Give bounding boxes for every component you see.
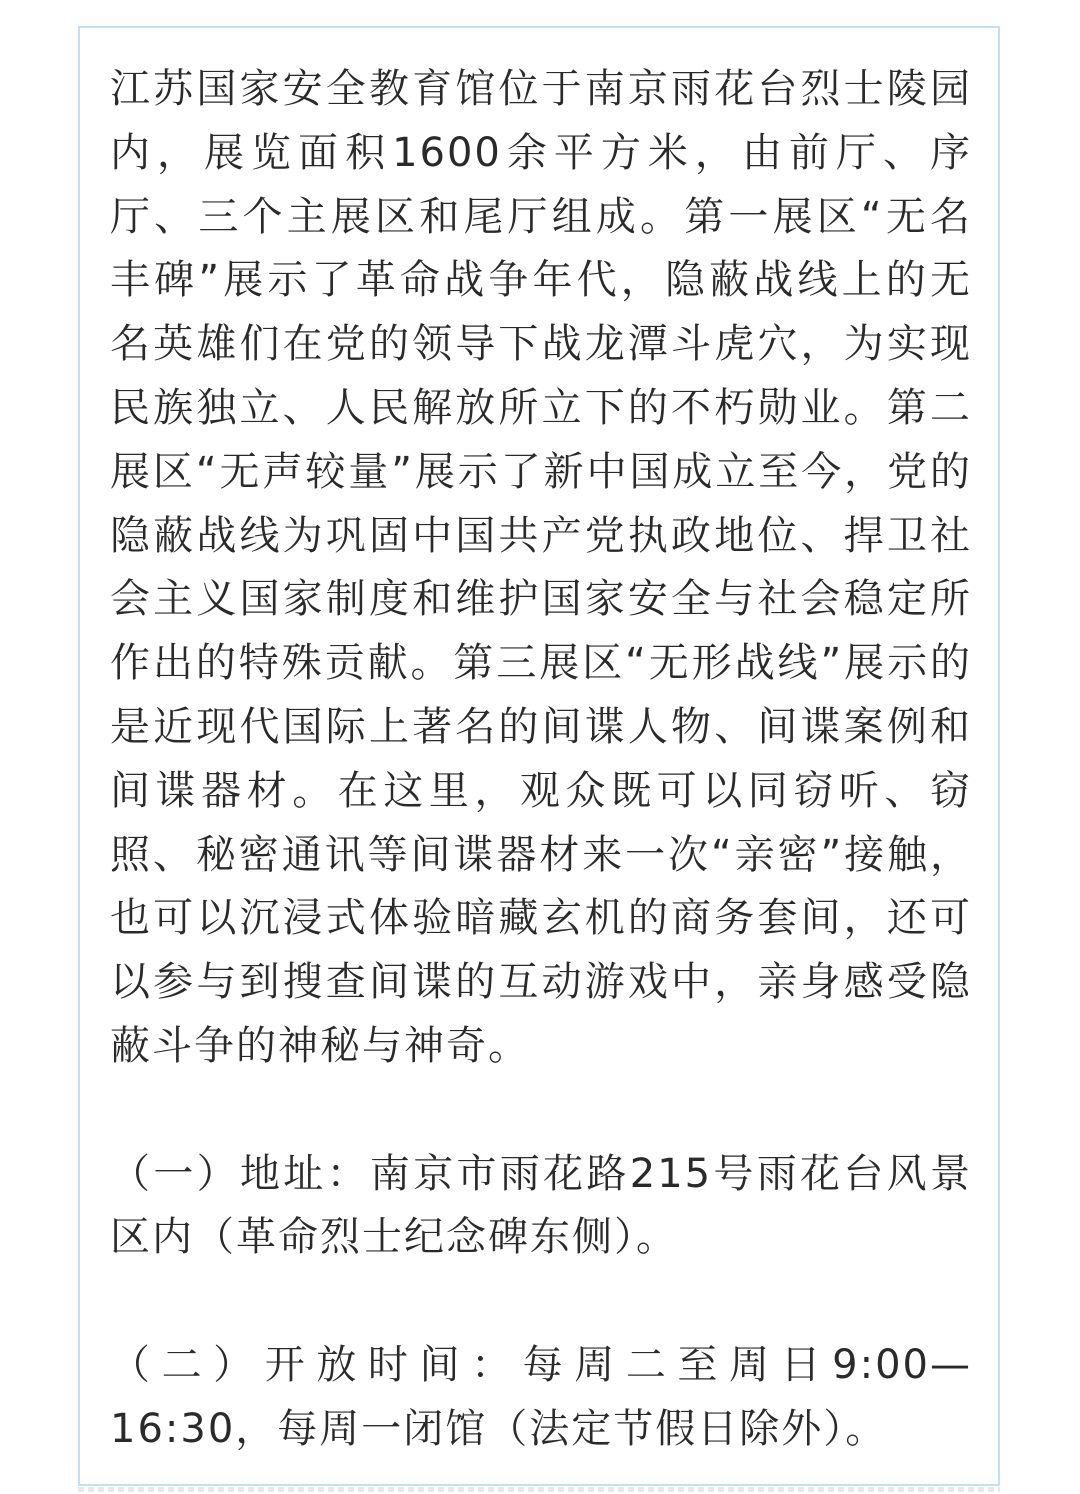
article-card [78,26,1000,1486]
article-body [110,58,972,1462]
paragraph-spacer [110,1079,972,1143]
intro-paragraph: 江苏国家安全教育馆位于南京雨花台烈士陵园内，展览面积1600余平方米，由前厅、序厅、三个主展区和尾厅组成。第一展区“无名丰碑”展示了革命战争年代，隐蔽战线上的无名英雄们在党的领导下战龙潭斗虎穴，为实现民族独立、人民解放所立下的不朽勋业。第二展区“无声较量”展示了新中国成立至今，党的隐蔽战线为巩固中国共产党执政地位、捍卫社会主义国家制度和维护国家安全与社会稳定所作出的特殊贡献。第三展区“无形战线”展示的是近现代国际上著名的间谍人物、间谍案例和间谍器材。在这里，观众既可以同窃听、窃照、秘密通讯等间谍器材来一次“亲密”接触，也可以沉浸式体验暗藏玄机的商务套间，还可以参与到搜查间谍的互动游戏中，亲身感受隐蔽斗争的神秘与神奇。 [110,66,972,1069]
paragraph-spacer [110,1270,972,1334]
cropped-next-block-edge [78,1487,1000,1492]
hours-paragraph: （二）开放时间：每周二至周日9:00—16:30，每周一闭馆（法定节假日除外）。 [110,1341,972,1452]
address-paragraph: （一）地址：南京市雨花路215号雨花台风景区内（革命烈士纪念碑东侧）。 [110,1150,972,1261]
